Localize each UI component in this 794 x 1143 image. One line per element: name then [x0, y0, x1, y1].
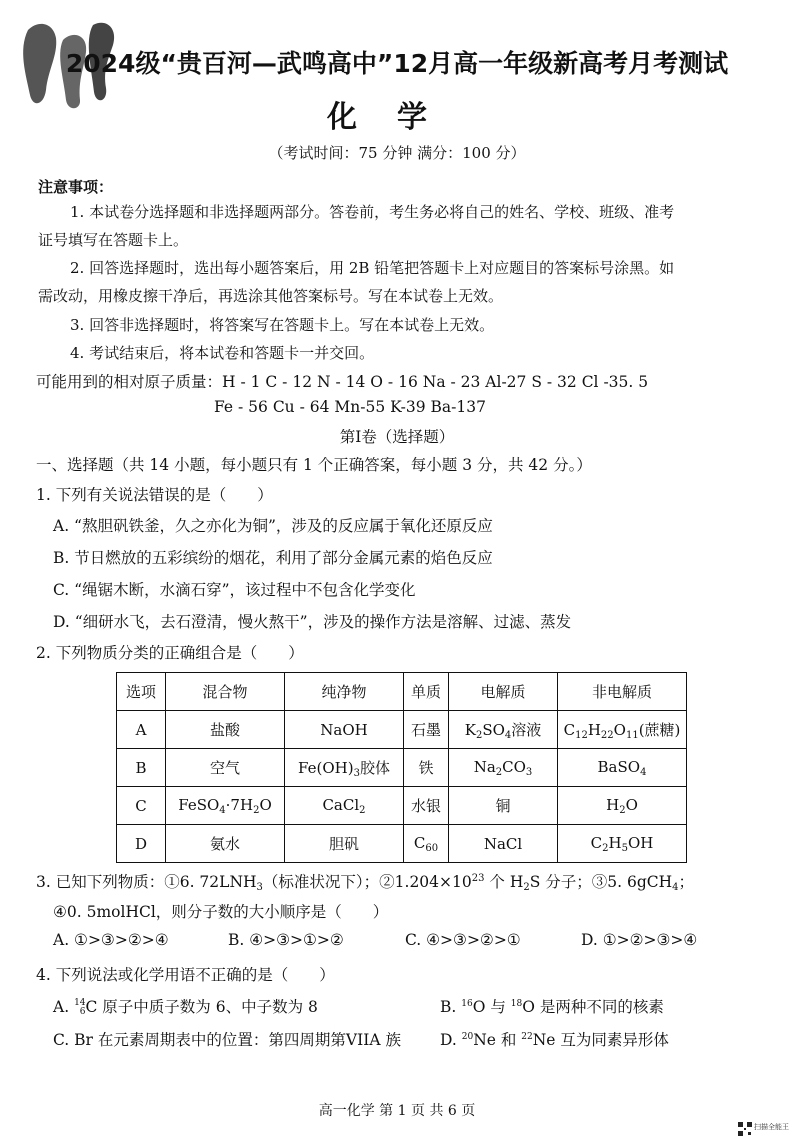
table-cell: $C_{12}H_{22}O_{11}$(蔗糖)	[558, 711, 687, 749]
question-stem-cont: ④0. 5molHCl，则分子数的大小顺序是（ ）	[53, 903, 389, 921]
option: A. 14 6C 原子中质子数为 6、中子数为 8	[53, 998, 318, 1017]
question-stem: 4. 下列说法或化学用语不正确的是（ ）	[36, 966, 335, 984]
table-cell: CaCl$_2$	[285, 787, 404, 825]
option: B. ④>③>①>②	[228, 931, 344, 949]
classification-table	[116, 672, 687, 863]
page-footer: 高一化学 第 1 页 共 6 页	[318, 1103, 476, 1119]
table-cell: $H_2O$	[558, 787, 687, 825]
option: B. $^{16}$O 与 $^{18}$O 是两种不同的核素	[440, 998, 664, 1016]
table-cell: $C_2H_5OH$	[558, 825, 687, 863]
table-header: 纯净物	[285, 673, 404, 711]
table-header: 单质	[404, 673, 449, 711]
table-header: 混合物	[166, 673, 285, 711]
scanner-brand: 扫描全能王	[754, 1123, 789, 1131]
notice-line: 证号填写在答题卡上。	[38, 231, 189, 249]
table-header: 电解质	[449, 673, 558, 711]
subject-title: 化学	[327, 100, 467, 135]
option: C. Br 在元素周期表中的位置：第四周期第VIIA 族	[53, 1031, 401, 1049]
table-cell: $K_2SO_4$溶液	[449, 711, 558, 749]
option: D. $^{20}$Ne 和 $^{22}$Ne 互为同素异形体	[440, 1031, 669, 1049]
option: C. ④>③>②>①	[405, 931, 521, 949]
table-cell: BaSO$_4$	[558, 749, 687, 787]
table-cell: 空气	[166, 749, 285, 787]
section-title: 第Ⅰ卷（选择题）	[339, 428, 455, 446]
qr-code-icon	[738, 1122, 752, 1136]
table-cell: NaCl	[449, 825, 558, 863]
notice-line: 4. 考试结束后，将本试卷和答题卡一并交回。	[70, 344, 375, 362]
question-stem: 1. 下列有关说法错误的是（ ）	[36, 486, 273, 504]
table-cell: NaOH	[285, 711, 404, 749]
table-cell: 氨水	[166, 825, 285, 863]
table-row	[117, 787, 687, 825]
question-stem: 2. 下列物质分类的正确组合是（ ）	[36, 644, 304, 662]
table-row	[117, 711, 687, 749]
exam-info: （考试时间：75 分钟 满分：100 分）	[268, 144, 526, 162]
notice-line: 3. 回答非选择题时，将答案写在答题卡上。写在本试卷上无效。	[70, 316, 495, 334]
table-header: 选项	[117, 673, 166, 711]
notice-heading: 注意事项：	[38, 178, 114, 196]
table-cell: D	[117, 825, 166, 863]
section-instruction: 一、选择题（共 14 小题，每小题只有 1 个正确答案，每小题 3 分，共 42 分。）	[36, 456, 592, 474]
option: B. 节日燃放的五彩缤纷的烟花，利用了部分金属元素的焰色反应	[53, 549, 493, 567]
table-cell: $C_{60}$	[404, 825, 449, 863]
option: D. ①>②>③>④	[581, 931, 698, 949]
notice-line: 2. 回答选择题时，选出每小题答案后，用 2B 铅笔把答题卡上对应题目的答案标号涂黑。如	[70, 259, 675, 277]
table-cell: 铜	[449, 787, 558, 825]
option: D. “细研水飞，去石澄清，慢火熬干”，涉及的操作方法是溶解、过滤、蒸发	[53, 613, 572, 631]
table-cell: $FeSO_4\cdot 7H_2O$	[166, 787, 285, 825]
option: A. “熬胆矾铁釜，久之亦化为铜”，涉及的反应属于氧化还原反应	[53, 517, 493, 535]
atomic-mass-line: Fe - 56 Cu - 64 Mn-55 K-39 Ba-137	[214, 398, 486, 416]
table-header-row	[117, 673, 687, 711]
table-cell: $Na_2CO_3$	[449, 749, 558, 787]
table-header: 非电解质	[558, 673, 687, 711]
table-row	[117, 825, 687, 863]
table-cell: 铁	[404, 749, 449, 787]
table-cell: B	[117, 749, 166, 787]
table-row	[117, 749, 687, 787]
table-cell: A	[117, 711, 166, 749]
option: A. ①>③>②>④	[53, 931, 169, 949]
table-cell: 盐酸	[166, 711, 285, 749]
notice-line: 1. 本试卷分选择题和非选择题两部分。答卷前，考生务必将自己的姓名、学校、班级、准考	[70, 203, 675, 221]
option: C. “绳锯木断，水滴石穿”，该过程中不包含化学变化	[53, 581, 416, 599]
question-stem: 3. 已知下列物质：①6. $72LNH_3$（标准状况下）；$②1.204\times 10^{23}$ 个 $H_2S$ 分子；③5. 6gCH$_4$；	[36, 872, 695, 893]
atomic-mass-line: 可能用到的相对原子质量：H - 1 C - 12 N - 14 O - 16 Na - 23 Al-27 S - 32 Cl -35. 5	[36, 373, 649, 391]
exam-title: 2024级“贵百河—武鸣高中”12月高一年级新高考月考测试	[65, 49, 729, 78]
table-cell: $Fe(OH)_3$胶体	[285, 749, 404, 787]
notice-line: 需改动，用橡皮擦干净后，再选涂其他答案标号。写在本试卷上无效。	[38, 287, 504, 305]
table-cell: C	[117, 787, 166, 825]
table-cell: 石墨	[404, 711, 449, 749]
table-cell: 胆矾	[285, 825, 404, 863]
table-cell: 水银	[404, 787, 449, 825]
